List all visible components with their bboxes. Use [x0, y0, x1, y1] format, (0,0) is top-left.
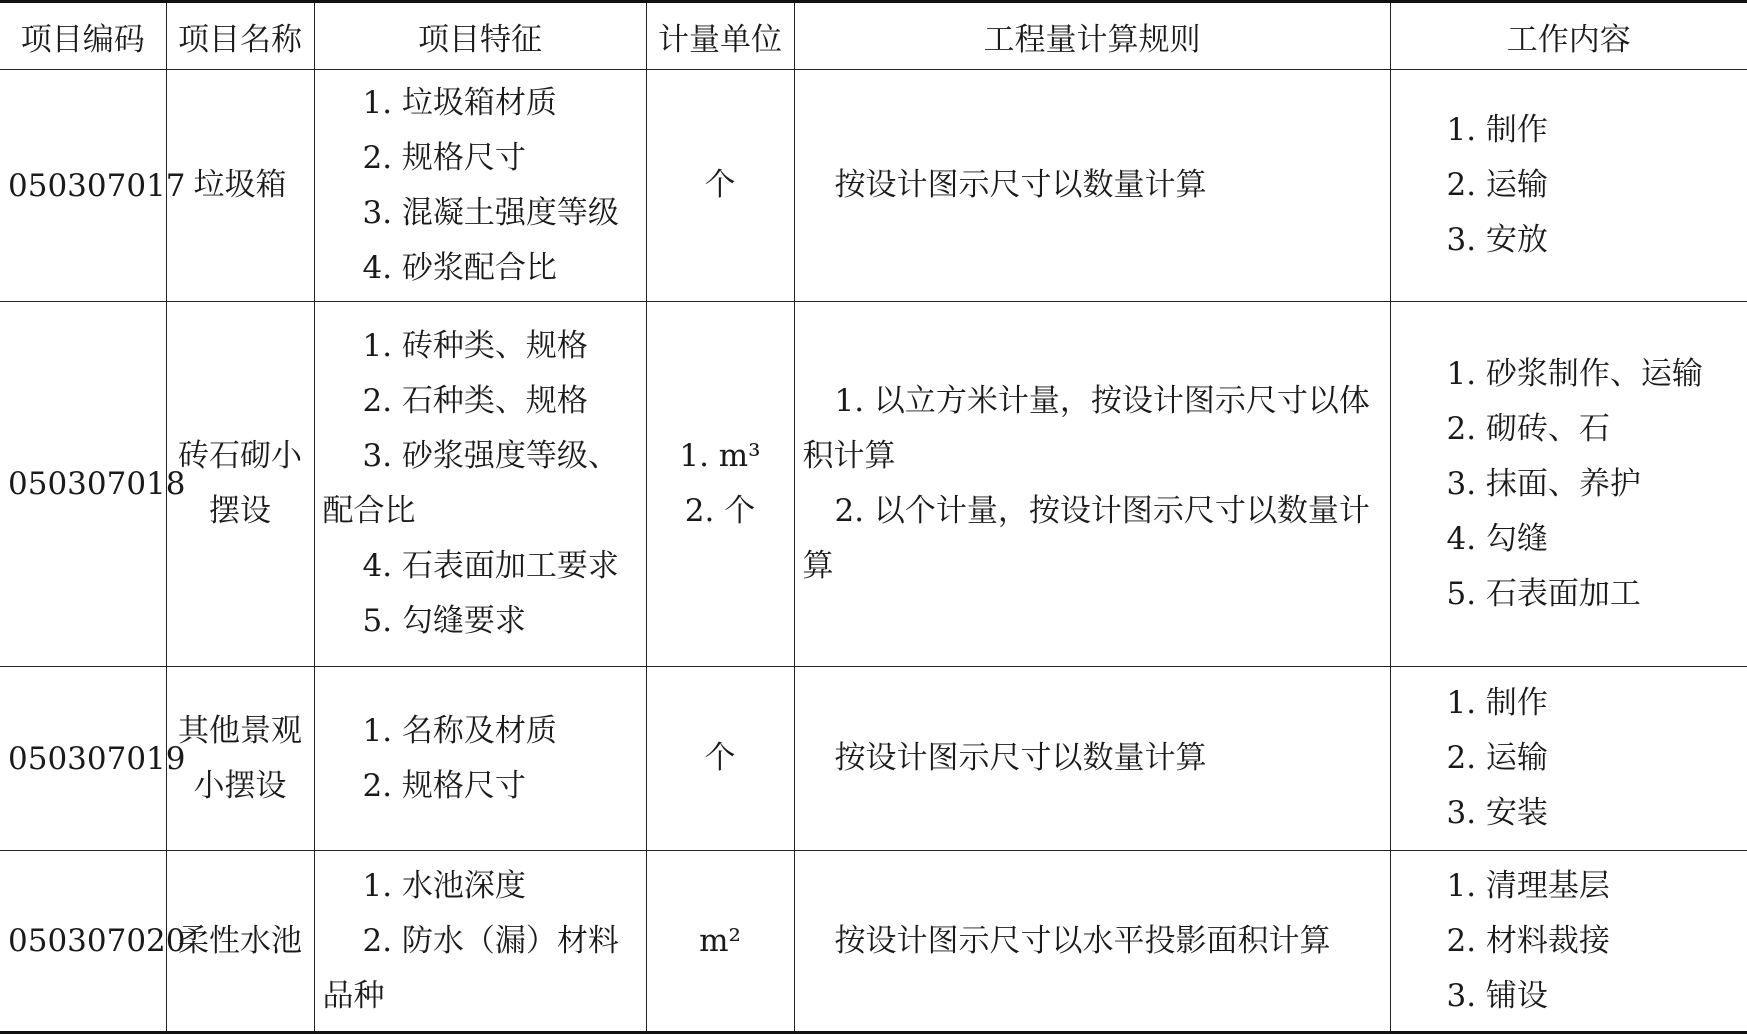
unit-item: 2. 个	[684, 493, 756, 529]
unit-item: 个	[704, 740, 736, 776]
table-row	[0, 667, 1747, 851]
feature-item: 2. 石种类、规格	[362, 383, 588, 419]
project-name-cell: 柔性水池	[166, 851, 314, 1033]
feature-item: 2. 防水（漏）材料品种	[322, 922, 619, 1014]
unit-cell	[646, 302, 794, 667]
work-item: 1. 砂浆制作、运输	[1446, 355, 1703, 392]
unit-cell	[646, 851, 794, 1033]
feature-item: 3. 砂浆强度等级、配合比	[322, 438, 619, 529]
work-item: 3. 铺设	[1446, 977, 1548, 1014]
project-name-cell: 垃圾箱	[166, 70, 314, 302]
feature-item: 4. 石表面加工要求	[362, 548, 619, 584]
work-cell	[1390, 851, 1747, 1033]
header-project-code: 项目编码	[0, 2, 166, 70]
work-item: 3. 抹面、养护	[1446, 465, 1641, 502]
project-code-cell: 050307017	[0, 70, 166, 302]
unit-item: m²	[699, 922, 741, 959]
header-calculation-rule: 工程量计算规则	[794, 2, 1390, 70]
unit-cell	[646, 70, 794, 302]
project-code-cell: 050307019	[0, 667, 166, 851]
work-item: 3. 安装	[1446, 795, 1548, 831]
rule-cell	[794, 302, 1390, 667]
work-item: 4. 勾缝	[1446, 520, 1548, 557]
rule-item: 2. 以个计量，按设计图示尺寸以数量计算	[802, 493, 1370, 584]
rule-item: 按设计图示尺寸以数量计算	[834, 740, 1207, 776]
feature-item: 1. 垃圾箱材质	[362, 84, 557, 121]
work-item: 2. 运输	[1446, 740, 1548, 776]
work-item: 1. 制作	[1446, 112, 1548, 148]
table-row	[0, 302, 1747, 667]
table-row	[0, 70, 1747, 302]
project-name-cell: 砖石砌小摆设	[166, 302, 314, 667]
features-cell	[314, 70, 646, 302]
work-item: 5. 石表面加工	[1446, 575, 1641, 612]
rule-item: 按设计图示尺寸以水平投影面积计算	[834, 922, 1331, 959]
unit-item: 1. m³	[679, 438, 761, 474]
work-item: 1. 制作	[1446, 685, 1548, 721]
work-item: 2. 运输	[1446, 167, 1548, 203]
features-cell	[314, 302, 646, 667]
feature-item: 3. 混凝土强度等级	[362, 194, 619, 231]
feature-item: 2. 规格尺寸	[362, 767, 526, 804]
header-project-features: 项目特征	[314, 2, 646, 70]
header-row	[0, 2, 1747, 70]
rule-cell	[794, 70, 1390, 302]
feature-item: 1. 名称及材质	[362, 712, 557, 749]
table-row	[0, 851, 1747, 1033]
header-work-content: 工作内容	[1390, 2, 1747, 70]
feature-item: 2. 规格尺寸	[362, 139, 526, 176]
feature-item: 5. 勾缝要求	[362, 603, 526, 639]
header-project-name: 项目名称	[166, 2, 314, 70]
work-item: 3. 安放	[1446, 222, 1548, 258]
work-cell	[1390, 70, 1747, 302]
feature-item: 4. 砂浆配合比	[362, 249, 557, 286]
rule-cell	[794, 851, 1390, 1033]
rule-cell	[794, 667, 1390, 851]
features-cell	[314, 667, 646, 851]
project-code-cell: 050307018	[0, 302, 166, 667]
header-unit: 计量单位	[646, 2, 794, 70]
rule-item: 按设计图示尺寸以数量计算	[834, 167, 1207, 203]
work-item: 2. 砌砖、石	[1446, 410, 1610, 447]
work-item: 2. 材料裁接	[1446, 922, 1610, 959]
project-code-cell: 050307020	[0, 851, 166, 1033]
feature-item: 1. 水池深度	[362, 867, 526, 904]
features-cell	[314, 851, 646, 1033]
unit-item: 个	[704, 167, 736, 203]
feature-item: 1. 砖种类、规格	[362, 328, 588, 364]
project-name-cell: 其他景观小摆设	[166, 667, 314, 851]
unit-cell	[646, 667, 794, 851]
work-item: 1. 清理基层	[1446, 867, 1610, 904]
rule-item: 1. 以立方米计量，按设计图示尺寸以体积计算	[802, 383, 1370, 474]
work-cell	[1390, 667, 1747, 851]
work-cell	[1390, 302, 1747, 667]
